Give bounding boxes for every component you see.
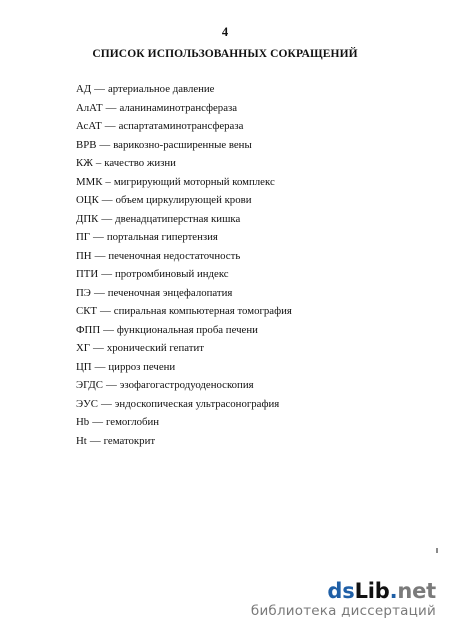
abbreviation-separator: — xyxy=(101,212,113,225)
abbreviation-separator: — xyxy=(106,379,117,391)
abbreviation-item xyxy=(76,432,292,451)
abbreviation-term: ХГ xyxy=(76,342,91,354)
watermark-logo xyxy=(246,579,436,603)
page-title: СПИСОК ИСПОЛЬЗОВАННЫХ СОКРАЩЕНИЙ xyxy=(92,48,358,60)
abbreviation-item xyxy=(76,302,292,321)
abbreviation-term: ММК xyxy=(76,175,103,188)
abbreviation-item xyxy=(76,321,292,340)
abbreviation-separator: — xyxy=(103,323,114,336)
abbreviation-definition: функциональная проба печени xyxy=(116,323,258,336)
abbreviation-definition: аланинаминотрансфераза xyxy=(119,101,238,114)
watermark xyxy=(246,579,436,620)
abbreviation-item xyxy=(76,247,292,266)
abbreviation-separator: — xyxy=(99,138,111,151)
abbreviation-item xyxy=(76,265,292,284)
abbreviation-definition: качество жизни xyxy=(104,157,176,169)
abbreviation-definition: цирроз печени xyxy=(108,360,176,373)
abbreviation-separator: — xyxy=(100,397,112,410)
abbreviation-list xyxy=(76,80,292,450)
abbreviation-definition: объем циркулирующей крови xyxy=(115,194,252,206)
abbreviation-definition: артериальное давление xyxy=(107,83,215,95)
abbreviation-definition: печеночная энцефалопатия xyxy=(107,286,233,299)
abbreviation-item xyxy=(76,210,292,229)
abbreviation-item xyxy=(76,136,292,155)
abbreviation-separator: — xyxy=(89,434,101,447)
abbreviation-definition: гемоглобин xyxy=(106,416,160,428)
abbreviation-item xyxy=(76,395,292,414)
abbreviation-item xyxy=(76,358,292,377)
scan-mark xyxy=(436,548,438,553)
abbreviation-definition: двенадцатиперстная кишка xyxy=(115,212,241,225)
abbreviation-item xyxy=(76,117,292,136)
abbreviation-term: ПТИ xyxy=(76,268,99,280)
logo-lib: Lib xyxy=(354,579,390,603)
abbreviation-item xyxy=(76,80,292,99)
page-number: 4 xyxy=(221,25,229,39)
abbreviation-term: ПГ xyxy=(76,231,91,243)
logo-ds: ds xyxy=(327,579,355,603)
logo-net: net xyxy=(397,579,436,603)
abbreviation-item xyxy=(76,413,292,432)
abbreviation-term: КЖ xyxy=(76,157,93,169)
abbreviation-item xyxy=(76,376,292,395)
abbreviation-definition: эндоскопическая ультрасонография xyxy=(114,397,280,410)
abbreviation-definition: аспартатаминотрансфераза xyxy=(118,120,244,132)
abbreviation-separator: — xyxy=(101,194,113,206)
abbreviation-term: ЭГДС xyxy=(76,379,103,391)
abbreviation-item xyxy=(76,99,292,118)
abbreviation-definition: печеночная недостаточность xyxy=(108,249,241,262)
abbreviation-separator: — xyxy=(100,305,111,317)
abbreviation-item xyxy=(76,228,292,247)
abbreviation-item xyxy=(76,191,292,210)
abbreviation-definition: хронический гепатит xyxy=(106,342,204,354)
abbreviation-separator: – xyxy=(105,175,111,188)
abbreviation-term: ВРВ xyxy=(76,138,97,151)
abbreviation-term: ФПП xyxy=(76,323,101,336)
abbreviation-separator: — xyxy=(93,231,104,243)
abbreviation-term: ЦП xyxy=(76,360,92,373)
abbreviation-separator: – xyxy=(95,157,102,169)
abbreviation-definition: мигрирующий моторный комплекс xyxy=(113,175,275,188)
abbreviation-separator: — xyxy=(92,416,103,428)
abbreviation-item xyxy=(76,173,292,192)
abbreviation-separator: — xyxy=(105,101,117,114)
abbreviation-item xyxy=(76,339,292,358)
abbreviation-item xyxy=(76,154,292,173)
abbreviation-item xyxy=(76,284,292,303)
abbreviation-term: АД xyxy=(76,83,92,95)
watermark-tagline: библиотека диссертаций xyxy=(250,603,436,619)
abbreviation-definition: портальная гипертензия xyxy=(106,231,218,243)
abbreviation-separator: — xyxy=(93,342,104,354)
abbreviation-separator: — xyxy=(94,249,106,262)
logo-dot: . xyxy=(389,579,398,603)
abbreviation-definition: протромбиновый индекс xyxy=(115,268,229,280)
abbreviation-term: ЭУС xyxy=(76,397,98,410)
abbreviation-term: ОЦК xyxy=(76,194,99,206)
abbreviation-definition: варикозно-расширенные вены xyxy=(113,138,252,151)
abbreviation-term: Hb xyxy=(76,416,90,428)
abbreviation-term: АсАТ xyxy=(76,120,102,132)
abbreviation-definition: спиральная компьютерная томография xyxy=(113,305,292,317)
abbreviation-term: ДПК xyxy=(76,212,99,225)
abbreviation-term: ПЭ xyxy=(76,286,91,299)
abbreviation-definition: эзофагогастродуоденоскопия xyxy=(119,379,254,391)
abbreviation-separator: — xyxy=(101,268,112,280)
abbreviation-separator: — xyxy=(94,360,106,373)
abbreviation-term: АлАТ xyxy=(76,101,103,114)
abbreviation-separator: — xyxy=(94,83,105,95)
abbreviation-definition: гематокрит xyxy=(103,434,156,447)
abbreviation-term: СКТ xyxy=(76,305,97,317)
abbreviation-separator: — xyxy=(93,286,105,299)
abbreviation-term: ПН xyxy=(76,249,92,262)
abbreviation-term: Ht xyxy=(76,434,87,447)
abbreviation-separator: — xyxy=(104,120,116,132)
